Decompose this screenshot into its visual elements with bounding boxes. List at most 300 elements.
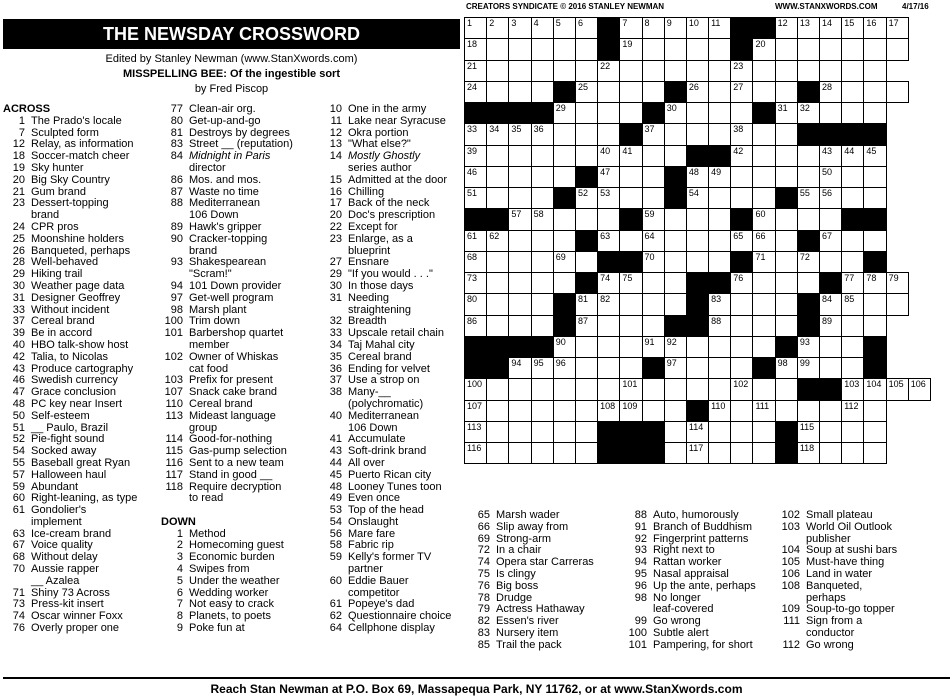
grid-cell[interactable] [553,294,575,315]
grid-cell[interactable] [709,336,731,357]
grid-cell[interactable]: 90 [553,336,575,357]
grid-cell[interactable] [775,421,797,442]
grid-cell[interactable] [842,81,864,102]
grid-cell[interactable]: 72 [797,251,819,272]
grid-cell[interactable] [553,209,575,230]
grid-cell[interactable] [731,166,753,187]
grid-cell[interactable] [598,251,620,272]
grid-cell[interactable]: 80 [465,294,487,315]
grid-cell[interactable]: 68 [465,251,487,272]
grid-cell[interactable] [864,336,886,357]
grid-cell[interactable] [820,273,842,294]
grid-cell[interactable] [775,443,797,464]
grid-cell[interactable] [753,294,775,315]
grid-cell[interactable]: 79 [886,273,908,294]
grid-cell[interactable]: 104 [864,379,886,400]
grid-cell[interactable] [509,379,531,400]
grid-cell[interactable]: 35 [509,124,531,145]
grid-cell[interactable]: 84 [820,294,842,315]
grid-cell[interactable] [620,358,642,379]
grid-cell[interactable] [575,443,597,464]
grid-cell[interactable]: 4 [531,18,553,39]
grid-cell[interactable]: 103 [842,379,864,400]
grid-cell[interactable] [775,39,797,60]
grid-cell[interactable] [642,60,664,81]
grid-cell[interactable] [642,273,664,294]
grid-cell[interactable] [598,81,620,102]
grid-cell[interactable] [664,166,686,187]
grid-cell[interactable] [797,81,819,102]
grid-cell[interactable] [731,400,753,421]
grid-cell[interactable]: 115 [797,421,819,442]
grid-cell[interactable] [753,60,775,81]
grid-cell[interactable]: 85 [842,294,864,315]
grid-cell[interactable] [531,400,553,421]
grid-cell[interactable]: 25 [575,81,597,102]
grid-cell[interactable] [620,230,642,251]
grid-cell[interactable] [709,103,731,124]
grid-cell[interactable]: 34 [487,124,509,145]
grid-cell[interactable] [775,379,797,400]
grid-cell[interactable] [642,358,664,379]
grid-cell[interactable] [664,421,686,442]
grid-cell[interactable] [575,336,597,357]
grid-cell[interactable]: 102 [731,379,753,400]
grid-cell[interactable] [709,230,731,251]
grid-cell[interactable] [531,251,553,272]
grid-cell[interactable]: 89 [820,315,842,336]
grid-cell[interactable] [598,103,620,124]
grid-cell[interactable] [797,379,819,400]
grid-cell[interactable] [886,39,908,60]
grid-cell[interactable]: 78 [864,273,886,294]
grid-cell[interactable]: 13 [797,18,819,39]
grid-cell[interactable]: 95 [531,358,553,379]
grid-cell[interactable] [864,166,886,187]
grid-cell[interactable] [753,18,775,39]
grid-cell[interactable] [686,60,708,81]
grid-cell[interactable]: 50 [820,166,842,187]
grid-cell[interactable] [575,209,597,230]
grid-cell[interactable]: 56 [820,188,842,209]
grid-cell[interactable]: 117 [686,443,708,464]
grid-cell[interactable] [797,230,819,251]
grid-cell[interactable]: 96 [553,358,575,379]
grid-cell[interactable]: 11 [709,18,731,39]
grid-cell[interactable] [709,273,731,294]
grid-cell[interactable] [598,315,620,336]
grid-cell[interactable] [864,251,886,272]
grid-cell[interactable] [509,294,531,315]
grid-cell[interactable] [598,336,620,357]
grid-cell[interactable] [820,209,842,230]
grid-cell[interactable]: 52 [575,188,597,209]
grid-cell[interactable] [553,230,575,251]
grid-cell[interactable] [509,81,531,102]
grid-cell[interactable] [731,209,753,230]
grid-cell[interactable] [709,358,731,379]
grid-cell[interactable]: 42 [731,145,753,166]
grid-cell[interactable]: 82 [598,294,620,315]
grid-cell[interactable] [620,421,642,442]
grid-cell[interactable]: 17 [886,18,908,39]
grid-cell[interactable] [753,81,775,102]
grid-cell[interactable] [509,230,531,251]
grid-cell[interactable]: 92 [664,336,686,357]
grid-cell[interactable] [731,188,753,209]
grid-cell[interactable] [509,145,531,166]
grid-cell[interactable] [731,103,753,124]
grid-cell[interactable] [775,209,797,230]
grid-cell[interactable] [753,273,775,294]
grid-cell[interactable] [553,145,575,166]
grid-cell[interactable] [620,81,642,102]
grid-cell[interactable]: 106 [908,379,930,400]
grid-cell[interactable] [820,60,842,81]
grid-cell[interactable]: 86 [465,315,487,336]
grid-cell[interactable] [598,18,620,39]
grid-cell[interactable]: 54 [686,188,708,209]
grid-cell[interactable] [709,421,731,442]
grid-cell[interactable] [842,230,864,251]
grid-cell[interactable] [797,294,819,315]
grid-cell[interactable] [864,358,886,379]
grid-cell[interactable] [775,166,797,187]
grid-cell[interactable] [487,145,509,166]
grid-cell[interactable] [620,336,642,357]
grid-cell[interactable] [509,251,531,272]
grid-cell[interactable] [731,315,753,336]
grid-cell[interactable]: 15 [842,18,864,39]
grid-cell[interactable] [775,60,797,81]
grid-cell[interactable] [664,379,686,400]
grid-cell[interactable] [842,209,864,230]
grid-cell[interactable]: 26 [686,81,708,102]
grid-cell[interactable] [820,103,842,124]
grid-cell[interactable]: 66 [753,230,775,251]
grid-cell[interactable]: 99 [797,358,819,379]
grid-cell[interactable] [797,39,819,60]
grid-cell[interactable] [509,188,531,209]
grid-cell[interactable]: 51 [465,188,487,209]
grid-cell[interactable] [487,188,509,209]
grid-cell[interactable] [753,336,775,357]
grid-cell[interactable] [686,294,708,315]
grid-cell[interactable] [531,103,553,124]
grid-cell[interactable] [575,124,597,145]
grid-cell[interactable]: 5 [553,18,575,39]
grid-cell[interactable] [509,60,531,81]
grid-cell[interactable] [598,358,620,379]
grid-cell[interactable]: 65 [731,230,753,251]
grid-cell[interactable] [797,166,819,187]
grid-cell[interactable] [575,39,597,60]
grid-cell[interactable] [598,124,620,145]
grid-cell[interactable] [842,315,864,336]
grid-cell[interactable]: 23 [731,60,753,81]
grid-cell[interactable]: 40 [598,145,620,166]
grid-cell[interactable]: 70 [642,251,664,272]
grid-cell[interactable]: 45 [864,145,886,166]
grid-cell[interactable] [553,188,575,209]
grid-cell[interactable] [664,124,686,145]
grid-cell[interactable] [753,103,775,124]
grid-cell[interactable]: 36 [531,124,553,145]
grid-cell[interactable]: 74 [598,273,620,294]
grid-cell[interactable]: 64 [642,230,664,251]
grid-cell[interactable] [642,39,664,60]
grid-cell[interactable]: 111 [753,400,775,421]
grid-cell[interactable] [797,400,819,421]
grid-cell[interactable] [575,251,597,272]
grid-cell[interactable] [620,443,642,464]
grid-cell[interactable] [531,379,553,400]
grid-cell[interactable] [842,336,864,357]
grid-cell[interactable] [775,251,797,272]
grid-cell[interactable] [686,39,708,60]
grid-cell[interactable] [864,421,886,442]
grid-cell[interactable] [664,315,686,336]
grid-cell[interactable]: 93 [797,336,819,357]
grid-cell[interactable] [864,400,886,421]
grid-cell[interactable]: 60 [753,209,775,230]
grid-cell[interactable] [842,188,864,209]
grid-cell[interactable] [642,315,664,336]
grid-cell[interactable] [664,294,686,315]
grid-cell[interactable]: 53 [598,188,620,209]
grid-cell[interactable] [620,124,642,145]
grid-cell[interactable] [842,103,864,124]
grid-cell[interactable]: 19 [620,39,642,60]
grid-cell[interactable] [664,251,686,272]
grid-cell[interactable] [864,103,886,124]
grid-cell[interactable] [797,145,819,166]
grid-cell[interactable]: 12 [775,18,797,39]
grid-cell[interactable] [731,18,753,39]
grid-cell[interactable]: 114 [686,421,708,442]
grid-cell[interactable] [731,421,753,442]
grid-cell[interactable] [686,273,708,294]
grid-cell[interactable] [753,443,775,464]
grid-cell[interactable] [886,81,908,102]
grid-cell[interactable]: 94 [509,358,531,379]
grid-cell[interactable] [731,251,753,272]
grid-cell[interactable] [575,379,597,400]
grid-cell[interactable] [553,421,575,442]
grid-cell[interactable] [487,400,509,421]
grid-cell[interactable] [575,421,597,442]
grid-cell[interactable] [598,209,620,230]
grid-cell[interactable]: 39 [465,145,487,166]
grid-cell[interactable]: 41 [620,145,642,166]
grid-cell[interactable]: 14 [820,18,842,39]
grid-cell[interactable] [664,81,686,102]
grid-cell[interactable] [487,251,509,272]
grid-cell[interactable] [553,400,575,421]
grid-cell[interactable]: 87 [575,315,597,336]
grid-cell[interactable] [820,379,842,400]
grid-cell[interactable]: 110 [709,400,731,421]
grid-cell[interactable] [709,124,731,145]
grid-cell[interactable]: 31 [775,103,797,124]
grid-cell[interactable]: 88 [709,315,731,336]
grid-cell[interactable]: 75 [620,273,642,294]
grid-cell[interactable] [553,379,575,400]
grid-cell[interactable] [553,124,575,145]
grid-cell[interactable] [864,294,886,315]
grid-cell[interactable] [775,315,797,336]
grid-cell[interactable] [598,379,620,400]
grid-cell[interactable] [620,188,642,209]
grid-cell[interactable] [775,124,797,145]
grid-cell[interactable] [575,145,597,166]
grid-cell[interactable]: 38 [731,124,753,145]
grid-cell[interactable] [620,315,642,336]
grid-cell[interactable] [575,400,597,421]
grid-cell[interactable] [487,103,509,124]
grid-cell[interactable]: 16 [864,18,886,39]
grid-cell[interactable] [686,400,708,421]
grid-cell[interactable] [642,379,664,400]
grid-cell[interactable]: 20 [753,39,775,60]
grid-cell[interactable]: 28 [820,81,842,102]
grid-cell[interactable] [797,315,819,336]
grid-cell[interactable] [709,188,731,209]
grid-cell[interactable] [575,273,597,294]
grid-cell[interactable]: 57 [509,209,531,230]
grid-cell[interactable] [642,294,664,315]
grid-cell[interactable] [487,443,509,464]
grid-cell[interactable]: 98 [775,358,797,379]
grid-cell[interactable] [709,145,731,166]
grid-cell[interactable] [620,294,642,315]
grid-cell[interactable]: 43 [820,145,842,166]
grid-cell[interactable] [686,315,708,336]
grid-cell[interactable] [753,421,775,442]
grid-cell[interactable] [820,421,842,442]
grid-cell[interactable] [709,81,731,102]
grid-cell[interactable]: 1 [465,18,487,39]
grid-cell[interactable]: 9 [664,18,686,39]
grid-cell[interactable] [553,166,575,187]
grid-cell[interactable] [620,166,642,187]
grid-cell[interactable] [842,358,864,379]
grid-cell[interactable] [775,294,797,315]
grid-cell[interactable] [664,273,686,294]
grid-cell[interactable] [553,60,575,81]
grid-cell[interactable]: 113 [465,421,487,442]
grid-cell[interactable] [553,315,575,336]
grid-cell[interactable] [531,315,553,336]
grid-cell[interactable] [531,421,553,442]
grid-cell[interactable] [775,188,797,209]
grid-cell[interactable] [842,421,864,442]
grid-cell[interactable] [820,39,842,60]
grid-cell[interactable] [709,60,731,81]
grid-cell[interactable] [753,124,775,145]
grid-cell[interactable] [509,400,531,421]
grid-cell[interactable] [575,103,597,124]
grid-cell[interactable] [620,209,642,230]
grid-cell[interactable] [864,315,886,336]
grid-cell[interactable]: 44 [842,145,864,166]
grid-cell[interactable] [753,315,775,336]
grid-cell[interactable] [531,273,553,294]
grid-cell[interactable] [731,39,753,60]
grid-cell[interactable] [820,400,842,421]
grid-cell[interactable] [509,443,531,464]
grid-cell[interactable] [575,358,597,379]
grid-cell[interactable] [487,39,509,60]
grid-cell[interactable] [575,230,597,251]
grid-cell[interactable]: 55 [797,188,819,209]
grid-cell[interactable]: 61 [465,230,487,251]
grid-cell[interactable] [487,421,509,442]
grid-cell[interactable]: 24 [465,81,487,102]
grid-cell[interactable] [686,251,708,272]
grid-cell[interactable]: 46 [465,166,487,187]
grid-cell[interactable] [731,294,753,315]
grid-cell[interactable]: 18 [465,39,487,60]
grid-cell[interactable] [842,39,864,60]
grid-cell[interactable] [731,443,753,464]
grid-cell[interactable] [864,124,886,145]
grid-cell[interactable] [553,81,575,102]
grid-cell[interactable] [842,166,864,187]
grid-cell[interactable] [820,251,842,272]
grid-cell[interactable]: 30 [664,103,686,124]
grid-cell[interactable] [664,400,686,421]
grid-cell[interactable] [642,421,664,442]
grid-cell[interactable]: 77 [842,273,864,294]
grid-cell[interactable] [797,124,819,145]
grid-cell[interactable] [664,39,686,60]
grid-cell[interactable] [509,421,531,442]
grid-cell[interactable] [598,39,620,60]
grid-cell[interactable] [664,209,686,230]
grid-cell[interactable] [709,379,731,400]
grid-cell[interactable] [509,273,531,294]
grid-cell[interactable] [686,209,708,230]
grid-cell[interactable] [709,251,731,272]
grid-cell[interactable]: 67 [820,230,842,251]
grid-cell[interactable] [842,124,864,145]
grid-cell[interactable] [842,251,864,272]
grid-cell[interactable] [797,209,819,230]
grid-cell[interactable]: 112 [842,400,864,421]
grid-cell[interactable]: 3 [509,18,531,39]
grid-cell[interactable]: 2 [487,18,509,39]
grid-cell[interactable] [531,145,553,166]
grid-cell[interactable] [487,60,509,81]
grid-cell[interactable]: 63 [598,230,620,251]
grid-cell[interactable] [753,358,775,379]
grid-cell[interactable] [531,60,553,81]
grid-cell[interactable] [487,336,509,357]
grid-cell[interactable] [753,166,775,187]
grid-cell[interactable] [797,60,819,81]
grid-cell[interactable]: 118 [797,443,819,464]
grid-cell[interactable]: 7 [620,18,642,39]
grid-cell[interactable] [620,103,642,124]
grid-cell[interactable] [664,443,686,464]
grid-cell[interactable] [686,103,708,124]
grid-cell[interactable]: 108 [598,400,620,421]
grid-cell[interactable] [753,379,775,400]
grid-cell[interactable]: 97 [664,358,686,379]
grid-cell[interactable] [820,443,842,464]
grid-cell[interactable] [642,443,664,464]
